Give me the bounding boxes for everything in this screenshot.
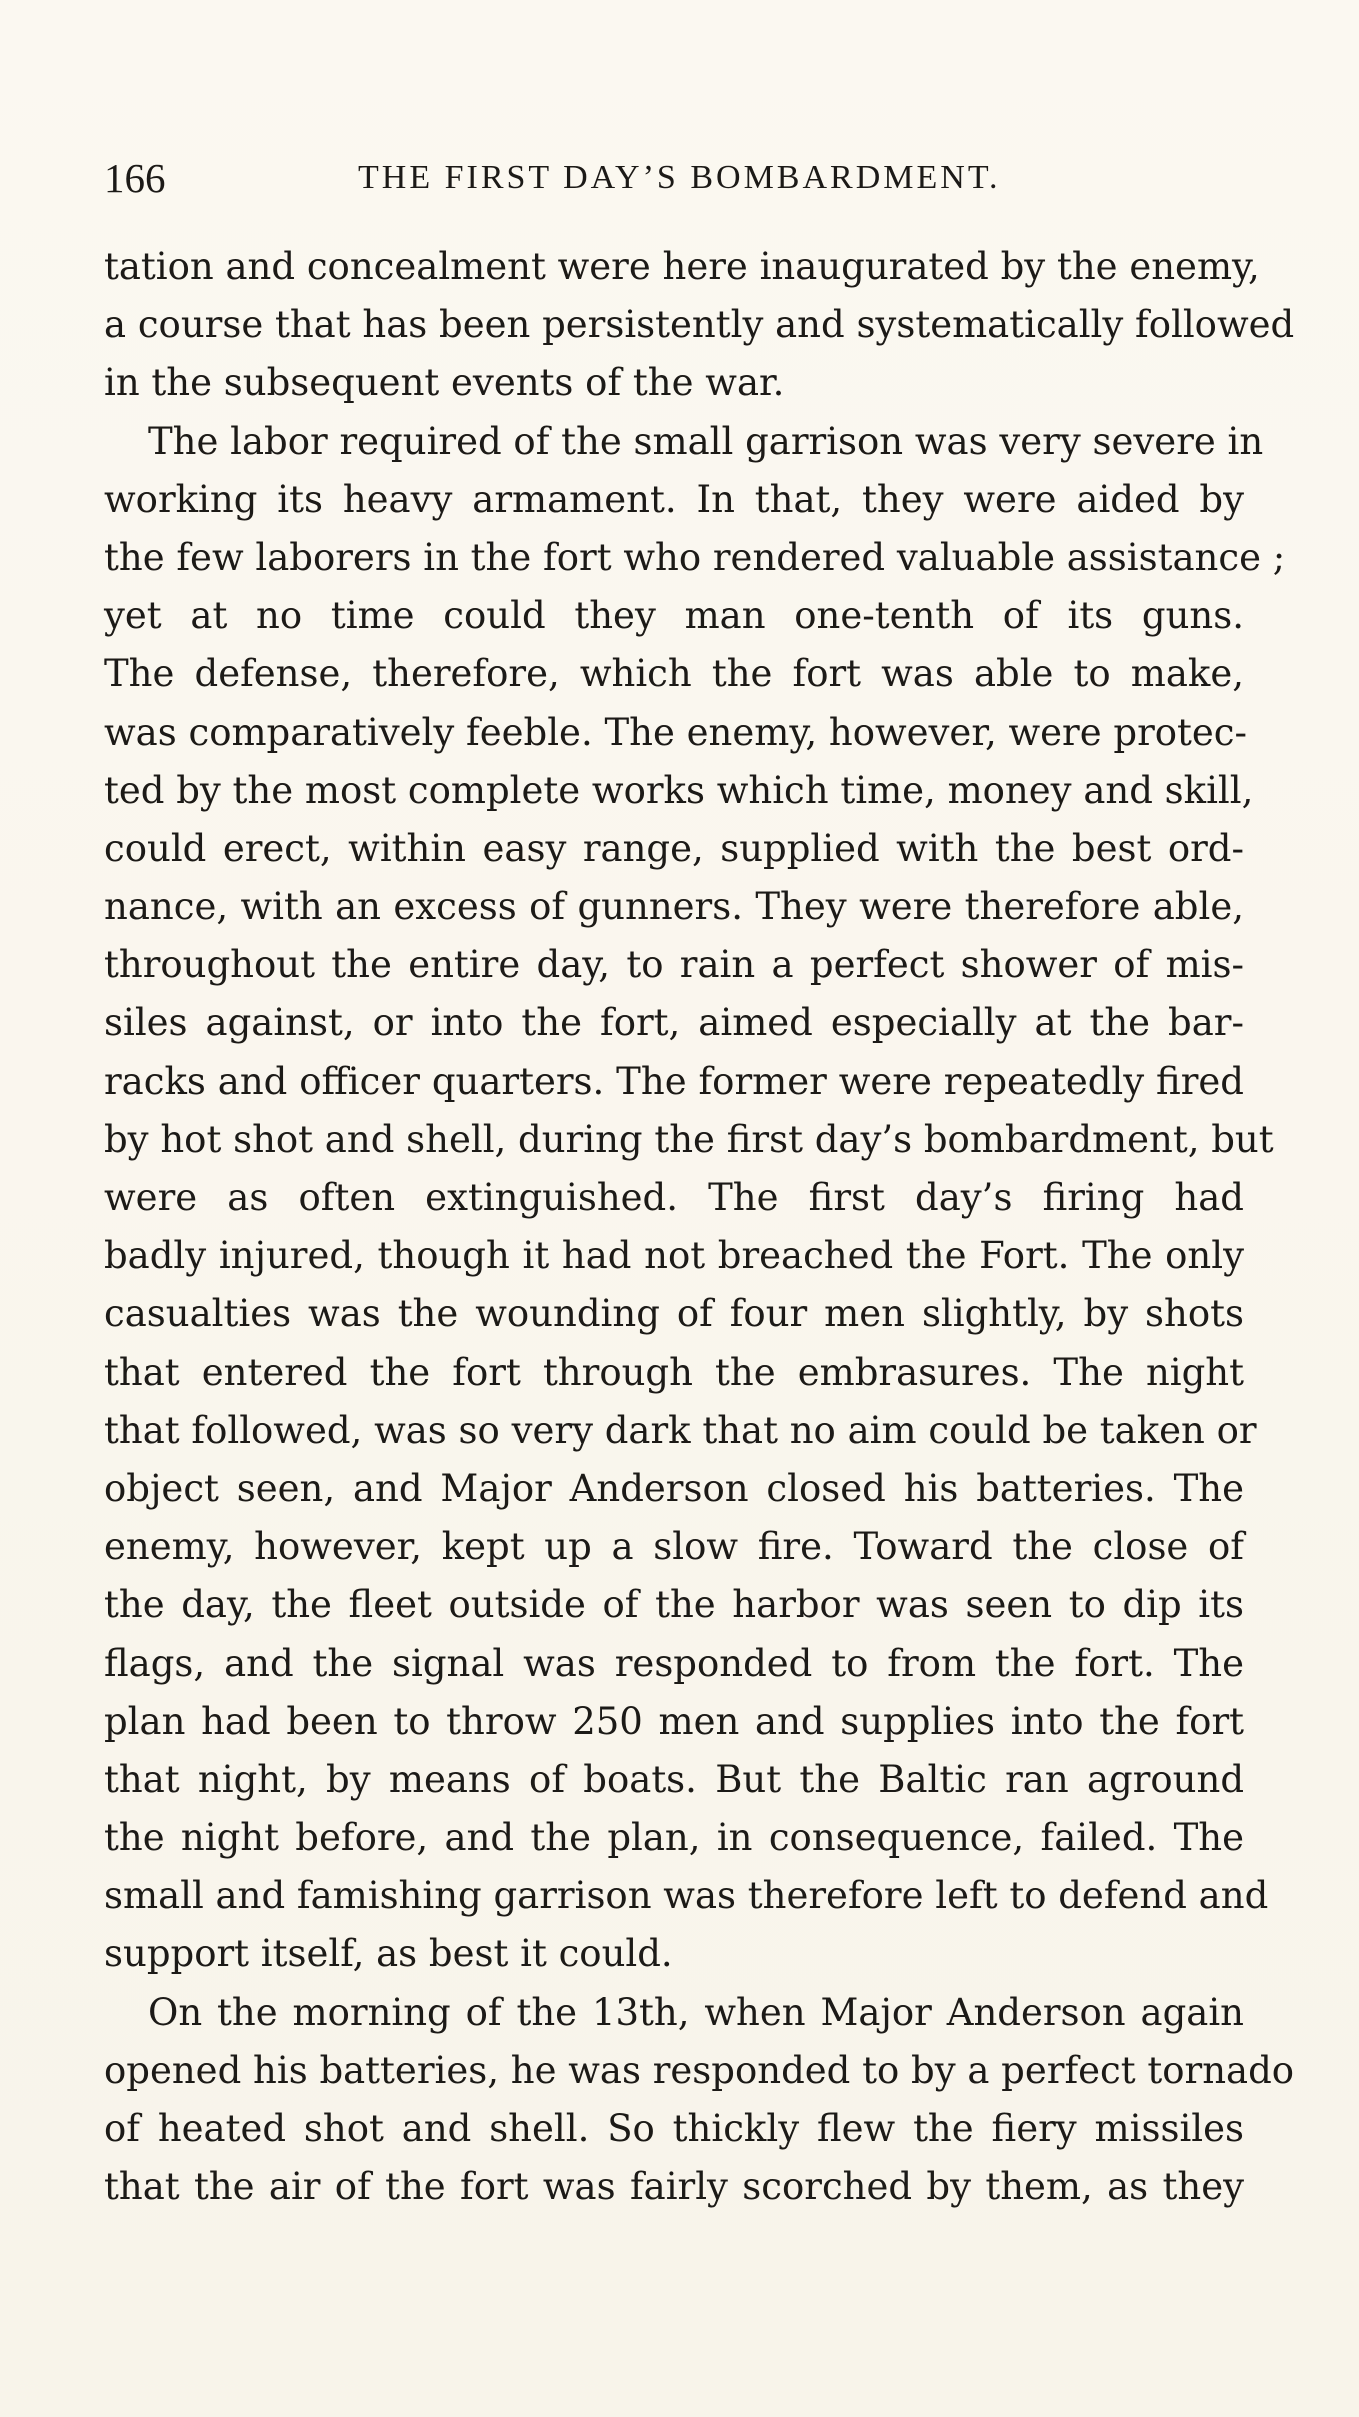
- text-line: of heated shot and shell. So thickly flew the fiery missiles: [104, 2107, 1244, 2150]
- page-number: 166: [104, 155, 166, 201]
- text-line: the day, the fleet outside of the harbor was seen to dip its: [104, 1583, 1244, 1627]
- text-line: plan had been to throw 250 men and supplies into the fort: [104, 1699, 1244, 1743]
- page-header: [104, 148, 1254, 208]
- text-line: The labor required of the small garrison was very severe in: [148, 419, 1264, 463]
- text-line: a course that has been persistently and systematically followed: [104, 303, 1295, 347]
- running-head: THE FIRST DAY’S BOMBARDMENT.: [358, 159, 1001, 196]
- text-line: ted by the most complete works which time, money and skill,: [104, 768, 1254, 812]
- text-line: On the morning of the 13th, when Major Anderson again: [148, 1990, 1244, 2034]
- text-line: that followed, was so very dark that no aim could be taken or: [104, 1408, 1257, 1452]
- text-line: were as often extinguished. The first day’s firing had: [104, 1176, 1244, 1219]
- text-line: could erect, within easy range, supplied with the best ord-: [104, 826, 1244, 870]
- text-line: enemy, however, kept up a slow fire. Toward the close of: [104, 1525, 1244, 1569]
- text-line: the few laborers in the fort who rendered valuable assistance ;: [104, 535, 1286, 579]
- text-line: that entered the fort through the embrasures. The night: [104, 1350, 1244, 1394]
- text-line: was comparatively feeble. The enemy, however, were protec-: [104, 710, 1248, 754]
- text-line: flags, and the signal was responded to from the fort. The: [104, 1641, 1244, 1685]
- text-line: tation and concealment were here inaugurated by the enemy,: [104, 245, 1260, 288]
- text-line: that night, by means of boats. But the Baltic ran aground: [104, 1757, 1244, 1801]
- body-text: [104, 238, 1295, 2216]
- text-line: opened his batteries, he was responded to by a perfect tornado: [104, 2048, 1295, 2092]
- text-line: by hot shot and shell, during the first day’s bombardment, but: [104, 1117, 1274, 1161]
- text-line: throughout the entire day, to rain a perfect shower of mis-: [104, 943, 1244, 987]
- text-line: siles against, or into the fort, aimed especially at the bar-: [104, 1001, 1244, 1045]
- text-line: yet at no time could they man one-tenth of its guns.: [104, 594, 1244, 638]
- text-line: object seen, and Major Anderson closed his batteries. The: [104, 1466, 1244, 1510]
- text-line: The defense, therefore, which the fort was able to make,: [104, 652, 1244, 696]
- text-line: badly injured, though it had not breached the Fort. The only: [104, 1234, 1244, 1278]
- text-line: that the air of the fort was fairly scorched by them, as they: [104, 2165, 1244, 2209]
- text-line: casualties was the wounding of four men slightly, by shots: [104, 1292, 1244, 1336]
- text-line: support itself, as best it could.: [104, 1932, 673, 1976]
- text-line: working its heavy armament. In that, they were aided by: [104, 477, 1244, 521]
- text-line: the night before, and the plan, in consequence, failed. The: [104, 1816, 1244, 1860]
- text-line: nance, with an excess of gunners. They were therefore able,: [104, 885, 1244, 929]
- text-line: racks and officer quarters. The former were repeatedly fired: [104, 1059, 1244, 1103]
- text-line: small and famishing garrison was therefore left to defend and: [104, 1874, 1269, 1918]
- text-line: in the subsequent events of the war.: [104, 361, 785, 405]
